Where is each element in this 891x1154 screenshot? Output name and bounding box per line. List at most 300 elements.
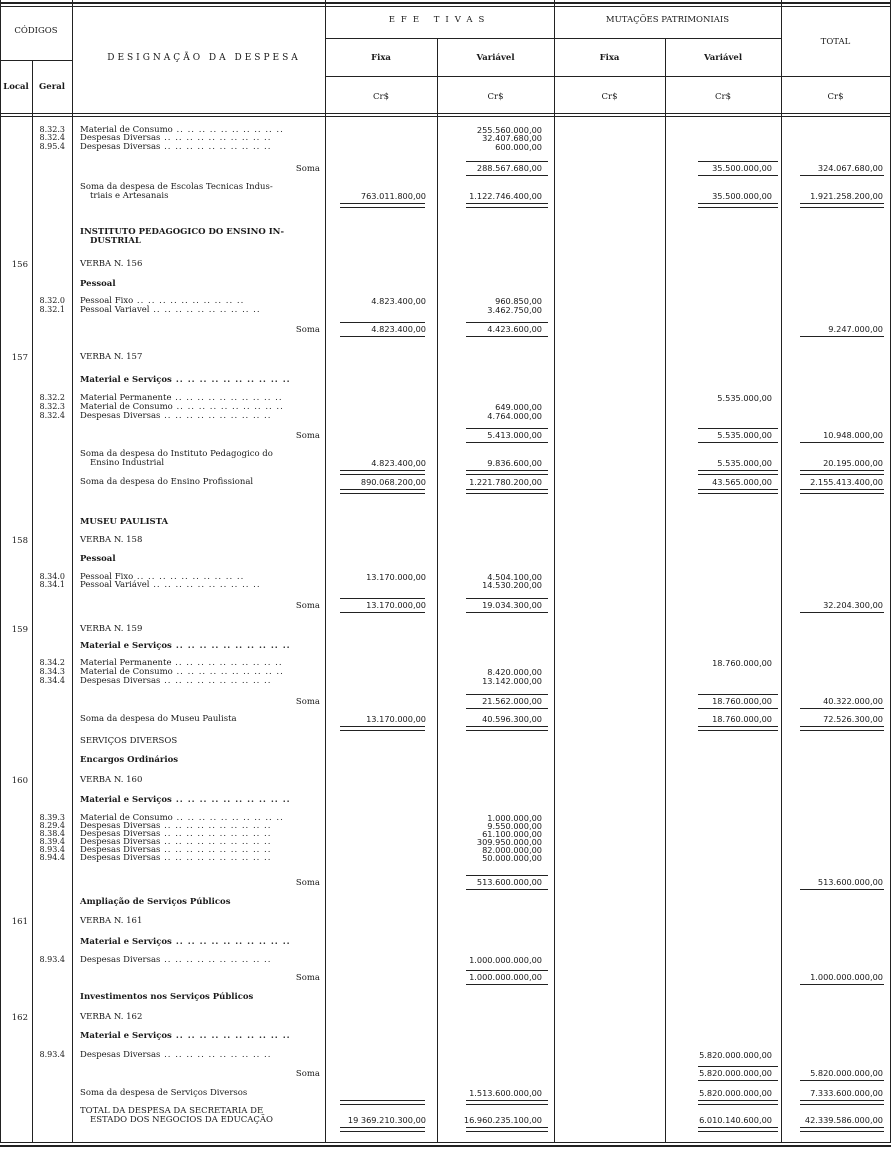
geral-code: 8.34.0 <box>39 572 65 581</box>
header-rule <box>0 113 891 114</box>
amount-var-e: 16.960.235.100,00 <box>463 1115 542 1125</box>
amount-var-m: 18.760.000,00 <box>712 714 772 724</box>
sum-rule <box>800 175 884 176</box>
sum-rule <box>340 470 425 475</box>
total-header: TOTAL <box>820 37 851 47</box>
amount-fixa-e: 4.823.400,00 <box>371 296 426 306</box>
item-label: Despesas Diversas <box>80 142 161 152</box>
item-description <box>80 478 253 487</box>
amount-var-m: 5.820.000.000,00 <box>699 1088 772 1098</box>
sum-rule <box>466 970 548 971</box>
item-label: Despesas Diversas <box>80 411 161 421</box>
item-label: Material e Serviços <box>80 937 172 947</box>
mutacoes-header: MUTAÇÕES PATRIMONIAIS <box>605 15 730 25</box>
sum-rule <box>800 470 884 475</box>
header-rule <box>325 38 781 39</box>
amount-var-e: 1.000.000.000,00 <box>469 955 542 965</box>
amount-var-e: 649.000,00 <box>495 402 542 412</box>
dot-leader: .. .. .. .. .. .. .. .. .. .. <box>160 1050 272 1060</box>
amount-total: 10.948.000,00 <box>823 430 883 440</box>
sum-rule <box>698 694 778 695</box>
item-description <box>80 260 142 269</box>
item-description <box>80 854 271 863</box>
local-code: 157 <box>11 353 28 363</box>
item-description <box>80 956 271 965</box>
dot-leader: .. .. .. .. .. .. .. .. .. .. <box>160 411 272 421</box>
geral-code: 8.32.0 <box>39 296 65 305</box>
item-description <box>80 938 291 947</box>
sum-rule <box>340 336 425 337</box>
amount-var-m: 5.820.000.000,00 <box>699 1068 772 1078</box>
item-label: Material Permanente <box>80 393 172 403</box>
geral-code: 8.34.2 <box>39 658 65 667</box>
amount-total: 324.067.680,00 <box>817 163 883 173</box>
item-description <box>80 450 273 467</box>
soma-label: Soma <box>295 878 320 888</box>
amount-var-e: 3.462.750,00 <box>487 305 542 315</box>
sum-rule <box>800 1080 884 1081</box>
item-label: VERBA N. 160 <box>80 775 143 785</box>
amount-var-m: 35.500.000,00 <box>712 191 772 201</box>
sum-rule <box>340 203 425 208</box>
item-label: Material de Consumo <box>80 813 173 823</box>
item-label: Despesas Diversas <box>80 955 161 965</box>
fixa-header: Fixa <box>371 53 391 63</box>
item-label: VERBA N. 161 <box>80 916 143 926</box>
sum-rule <box>466 875 548 876</box>
item-description <box>80 353 142 362</box>
sum-rule <box>340 612 425 613</box>
amount-var-e: 32.407.680,00 <box>482 133 542 143</box>
dot-leader: .. .. .. .. .. .. .. .. .. .. <box>160 829 272 839</box>
item-label: VERBA N. 159 <box>80 624 143 634</box>
soma-label: Soma <box>295 164 320 174</box>
currency-header: Cr$ <box>487 92 504 102</box>
item-label: Material e Serviços <box>80 641 172 651</box>
amount-total: 1.000.000.000,00 <box>810 972 883 982</box>
dot-leader: .. .. .. .. .. .. .. .. .. .. <box>172 813 284 823</box>
sum-rule <box>466 203 548 208</box>
dot-leader: .. .. .. .. .. .. .. .. .. .. <box>172 667 284 677</box>
item-label: Soma da despesa de Serviços Diversos <box>80 1088 248 1098</box>
sum-rule <box>340 489 425 494</box>
geral-code: 8.32.3 <box>39 125 65 134</box>
amount-var-m: 5.535.000,00 <box>717 393 772 403</box>
geral-code: 8.34.1 <box>39 580 65 589</box>
sum-rule <box>800 1127 884 1132</box>
col-rule <box>72 0 73 1142</box>
dot-leader: .. .. .. .. .. .. .. .. .. .. <box>160 133 272 143</box>
dot-leader: .. .. .. .. .. .. .. .. .. .. <box>160 142 272 152</box>
amount-total: 7.333.600.000,00 <box>810 1088 883 1098</box>
dot-leader: .. .. .. .. .. .. .. .. .. .. <box>133 572 245 582</box>
amount-var-e: 5.413.000,00 <box>487 430 542 440</box>
col-rule <box>554 0 555 1142</box>
item-label: Despesas Diversas <box>80 821 161 831</box>
item-description <box>80 1107 273 1124</box>
local-code: 160 <box>11 776 28 786</box>
currency-header: Cr$ <box>601 92 618 102</box>
geral-code: 8.93.4 <box>39 845 65 854</box>
item-label: VERBA N. 162 <box>80 1012 143 1022</box>
dot-leader: .. .. .. .. .. .. .. .. .. .. <box>160 853 272 863</box>
top-rule-thin <box>0 6 891 7</box>
item-label: Pessoal Variável <box>80 580 150 590</box>
item-description <box>80 796 291 805</box>
amount-var-e: 513.600.000,00 <box>476 877 542 887</box>
sum-rule <box>698 1066 778 1067</box>
local-code: 156 <box>11 260 28 270</box>
item-label: Pessoal Variavel <box>80 305 150 315</box>
item-label: Despesas Diversas <box>80 845 161 855</box>
item-description <box>80 898 231 907</box>
codigos-header: CÓDIGOS <box>14 26 58 36</box>
sum-rule <box>466 161 548 162</box>
amount-var-e: 288.567.680,00 <box>476 163 542 173</box>
amount-var-e: 9.836.600,00 <box>487 458 542 468</box>
dot-leader: .. .. .. .. .. .. .. .. .. .. <box>172 402 284 412</box>
amount-fixa-e: 13.170.000,00 <box>366 600 426 610</box>
sum-rule <box>698 708 778 709</box>
amount-var-e: 4.423.600,00 <box>487 324 542 334</box>
item-label: Despesas Diversas <box>80 133 161 143</box>
dot-leader: .. .. .. .. .. .. .. .. .. .. <box>149 580 261 590</box>
geral-header: Geral <box>39 82 65 92</box>
sum-rule <box>466 1100 548 1105</box>
amount-fixa-e: 19 369.210.300,00 <box>347 1115 426 1125</box>
sum-rule <box>466 428 548 429</box>
col-rule <box>32 60 33 1142</box>
item-description <box>80 306 261 315</box>
item-description <box>80 143 271 152</box>
sum-rule <box>800 442 884 443</box>
item-description <box>80 183 273 200</box>
sum-rule <box>800 889 884 890</box>
amount-var-e: 600.000,00 <box>495 142 542 152</box>
col-rule <box>781 0 782 1142</box>
amount-var-e: 1.000.000,00 <box>487 813 542 823</box>
soma-label: Soma <box>295 431 320 441</box>
dot-leader: .. .. .. .. .. .. .. .. .. .. <box>171 937 291 947</box>
sum-rule <box>698 1127 778 1132</box>
item-description <box>80 412 271 421</box>
dot-leader: .. .. .. .. .. .. .. .. .. .. <box>160 837 272 847</box>
item-description <box>80 625 142 634</box>
sum-rule <box>466 175 548 176</box>
item-label: Pessoal Fixo <box>80 572 134 582</box>
amount-var-e: 255.560.000,00 <box>476 125 542 135</box>
geral-code: 8.34.4 <box>39 676 65 685</box>
amount-total: 42.339.586.000,00 <box>804 1115 883 1125</box>
sum-rule <box>466 726 548 731</box>
amount-var-e: 9.550.000,00 <box>487 821 542 831</box>
amount-var-e: 1.513.600.000,00 <box>469 1088 542 1098</box>
geral-code: 8.32.1 <box>39 305 65 314</box>
geral-code: 8.38.4 <box>39 829 65 838</box>
local-code: 158 <box>11 536 28 546</box>
amount-var-m: 43.565.000,00 <box>712 477 772 487</box>
col-rule <box>325 0 326 1142</box>
local-code: 161 <box>11 917 28 927</box>
item-label: Material Permanente <box>80 658 172 668</box>
item-label: Soma da despesa de Escolas Tecnicas Indus- <box>80 182 273 192</box>
variavel-header: Variável <box>703 53 743 63</box>
amount-var-e: 13.142.000,00 <box>482 676 542 686</box>
item-label: Soma da despesa do Museu Paulista <box>80 714 237 724</box>
header-rule <box>0 60 72 61</box>
item-label: VERBA N. 158 <box>80 535 143 545</box>
item-description <box>80 1013 142 1022</box>
soma-label: Soma <box>295 697 320 707</box>
amount-var-e: 309.950.000,00 <box>476 837 542 847</box>
header-rule <box>325 76 890 77</box>
amount-var-e: 8.420.000,00 <box>487 667 542 677</box>
geral-code: 8.32.4 <box>39 133 65 142</box>
sum-rule <box>340 1127 425 1132</box>
amount-var-e: 40.596.300,00 <box>482 714 542 724</box>
designacao-header: DESIGNAÇÃO DA DESPESA <box>107 53 301 63</box>
item-description <box>80 737 177 746</box>
sum-rule <box>698 726 778 731</box>
item-description <box>80 581 261 590</box>
sum-rule <box>466 1127 548 1132</box>
item-label: MUSEU PAULISTA <box>80 517 169 527</box>
sum-rule <box>698 175 778 176</box>
item-label: Material e Serviços <box>80 375 172 385</box>
item-label: Material de Consumo <box>80 667 173 677</box>
item-label: Material de Consumo <box>80 402 173 412</box>
item-label-continued: Ensino Industrial <box>90 457 165 468</box>
dot-leader: .. .. .. .. .. .. .. .. .. .. <box>149 305 261 315</box>
dot-leader: .. .. .. .. .. .. .. .. .. .. <box>171 393 283 403</box>
local-code: 159 <box>11 625 28 635</box>
amount-var-m: 18.760.000,00 <box>712 696 772 706</box>
item-label-continued: triais e Artesanais <box>90 190 169 201</box>
amount-total: 1.921.258.200,00 <box>810 191 883 201</box>
col-rule <box>0 0 1 1142</box>
item-description <box>80 1089 247 1098</box>
amount-fixa-e: 763.011.800,00 <box>360 191 426 201</box>
item-label: VERBA N. 157 <box>80 352 143 362</box>
amount-var-e: 1.000.000.000,00 <box>469 972 542 982</box>
item-description <box>80 1032 291 1041</box>
dot-leader: .. .. .. .. .. .. .. .. .. .. <box>133 296 245 306</box>
dot-leader: .. .. .. .. .. .. .. .. .. .. <box>160 821 272 831</box>
dot-leader: .. .. .. .. .. .. .. .. .. .. <box>172 125 284 135</box>
item-description <box>80 756 178 765</box>
amount-var-m: 5.535.000,00 <box>717 430 772 440</box>
amount-var-e: 21.562.000,00 <box>482 696 542 706</box>
item-description <box>80 677 271 686</box>
sum-rule <box>698 470 778 475</box>
sum-rule <box>466 694 548 695</box>
item-description <box>80 555 116 564</box>
geral-code: 8.39.3 <box>39 813 65 822</box>
amount-var-e: 14.530.200,00 <box>482 580 542 590</box>
item-label-continued: DUSTRIAL <box>90 235 141 246</box>
sum-rule <box>340 598 425 599</box>
sum-rule <box>698 428 778 429</box>
item-label: SERVIÇOS DIVERSOS <box>80 736 178 746</box>
dot-leader: .. .. .. .. .. .. .. .. .. .. <box>171 641 291 651</box>
dot-leader: .. .. .. .. .. .. .. .. .. .. <box>171 375 291 385</box>
item-description <box>80 228 284 245</box>
sum-rule <box>340 726 425 731</box>
top-rule <box>0 2 891 4</box>
item-label: TOTAL DA DESPESA DA SECRETARIA DE <box>80 1106 264 1116</box>
geral-code: 8.39.4 <box>39 837 65 846</box>
sum-rule <box>466 598 548 599</box>
sum-rule <box>466 489 548 494</box>
sum-rule <box>466 708 548 709</box>
geral-code: 8.93.4 <box>39 1050 65 1059</box>
amount-total: 32.204.300,00 <box>823 600 883 610</box>
sum-rule <box>340 1100 425 1105</box>
amount-var-e: 82.000.000,00 <box>482 845 542 855</box>
soma-label: Soma <box>295 973 320 983</box>
sum-rule <box>466 984 548 985</box>
amount-var-e: 19.034.300,00 <box>482 600 542 610</box>
geral-code: 8.32.3 <box>39 402 65 411</box>
sum-rule <box>466 336 548 337</box>
sum-rule <box>466 442 548 443</box>
sum-rule <box>800 726 884 731</box>
amount-var-m: 6.010.140.600,00 <box>699 1115 772 1125</box>
amount-var-m: 5.820.000.000,00 <box>699 1050 772 1060</box>
item-label: Despesas Diversas <box>80 829 161 839</box>
geral-code: 8.32.4 <box>39 411 65 420</box>
item-label: Pessoal Fixo <box>80 296 134 306</box>
soma-label: Soma <box>295 1069 320 1079</box>
item-label: Soma da despesa do Ensino Profissional <box>80 477 254 487</box>
item-description <box>80 993 253 1002</box>
amount-fixa-e: 4.823.400,00 <box>371 324 426 334</box>
item-label: Pessoal <box>80 279 116 289</box>
dot-leader: .. .. .. .. .. .. .. .. .. .. <box>160 955 272 965</box>
bottom-rule <box>0 1142 891 1143</box>
col-rule <box>665 38 666 1142</box>
soma-label: Soma <box>295 325 320 335</box>
sum-rule <box>698 1080 778 1081</box>
header-rule <box>0 116 891 117</box>
sum-rule <box>698 203 778 208</box>
sum-rule <box>466 470 548 475</box>
item-label: VERBA N. 156 <box>80 259 143 269</box>
col-rule <box>437 38 438 1142</box>
amount-var-e: 4.764.000,00 <box>487 411 542 421</box>
item-description <box>80 776 142 785</box>
amount-fixa-e: 13.170.000,00 <box>366 572 426 582</box>
amount-var-e: 1.221.780.200,00 <box>469 477 542 487</box>
item-label-continued: ESTADO DOS NEGOCIOS DA EDUCAÇÃO <box>90 1114 274 1125</box>
local-header: Local <box>3 82 29 92</box>
item-description <box>80 917 142 926</box>
item-description <box>80 518 168 527</box>
currency-header: Cr$ <box>715 92 731 102</box>
amount-fixa-e: 13.170.000,00 <box>366 714 426 724</box>
sum-rule <box>800 708 884 709</box>
sum-rule <box>466 889 548 890</box>
item-description <box>80 376 291 385</box>
geral-code: 8.29.4 <box>39 821 65 830</box>
sum-rule <box>800 612 884 613</box>
item-description <box>80 642 291 651</box>
item-label: Ampliação de Serviços Públicos <box>80 897 231 907</box>
dot-leader: .. .. .. .. .. .. .. .. .. .. <box>171 1031 291 1041</box>
item-label: Investimentos nos Serviços Públicos <box>80 992 254 1002</box>
fixa-header: Fixa <box>599 53 620 63</box>
sum-rule <box>698 161 778 162</box>
sum-rule <box>800 336 884 337</box>
item-label: Despesas Diversas <box>80 853 161 863</box>
sum-rule <box>698 1100 778 1105</box>
item-label: INSTITUTO PEDAGOGICO DO ENSINO IN- <box>80 227 284 237</box>
local-code: 162 <box>11 1013 28 1023</box>
amount-fixa-e: 890.068.200,00 <box>360 477 426 487</box>
item-label: Material e Serviços <box>80 795 172 805</box>
geral-code: 8.95.4 <box>39 142 65 151</box>
variavel-header: Variável <box>476 53 515 63</box>
sum-rule <box>698 442 778 443</box>
sum-rule <box>800 984 884 985</box>
amount-var-m: 5.535.000,00 <box>717 458 772 468</box>
amount-total: 72.526.300,00 <box>823 714 883 724</box>
efetivas-header: EFE TIVAS <box>388 15 491 25</box>
geral-code: 8.32.2 <box>39 393 65 402</box>
sum-rule <box>800 489 884 494</box>
item-description <box>80 1051 271 1060</box>
amount-var-e: 4.504.100,00 <box>487 572 542 582</box>
sum-rule <box>800 203 884 208</box>
sum-rule <box>800 1100 884 1105</box>
item-label: Soma da despesa do Instituto Pedagogico do <box>80 449 273 459</box>
amount-total: 40.322.000,00 <box>823 696 883 706</box>
geral-code: 8.34.3 <box>39 667 65 676</box>
geral-code: 8.93.4 <box>39 955 65 964</box>
sum-rule <box>466 612 548 613</box>
item-description <box>80 280 116 289</box>
item-label: Despesas Diversas <box>80 837 161 847</box>
item-description <box>80 715 237 724</box>
dot-leader: .. .. .. .. .. .. .. .. .. .. <box>171 658 283 668</box>
sum-rule <box>340 322 425 323</box>
bottom-rule <box>0 1145 891 1147</box>
amount-var-e: 1.122.746.400,00 <box>469 191 542 201</box>
item-label: Pessoal <box>80 554 116 564</box>
item-label: Despesas Diversas <box>80 676 161 686</box>
amount-var-m: 35.500.000,00 <box>712 163 772 173</box>
geral-code: 8.94.4 <box>39 853 65 862</box>
item-label: Encargos Ordinários <box>80 755 179 765</box>
item-label: Material de Consumo <box>80 125 173 135</box>
dot-leader: .. .. .. .. .. .. .. .. .. .. <box>160 845 272 855</box>
dot-leader: .. .. .. .. .. .. .. .. .. .. <box>171 795 291 805</box>
soma-label: Soma <box>295 601 320 611</box>
amount-total: 5.820.000.000,00 <box>810 1068 883 1078</box>
amount-total: 9.247.000,00 <box>828 324 883 334</box>
sum-rule <box>466 322 548 323</box>
currency-header: Cr$ <box>373 92 389 102</box>
amount-total: 2.155.413.400,00 <box>810 477 883 487</box>
amount-total: 20.195.000,00 <box>823 458 883 468</box>
item-description <box>80 536 142 545</box>
amount-total: 513.600.000,00 <box>817 877 883 887</box>
amount-fixa-e: 4.823.400,00 <box>371 458 426 468</box>
amount-var-e: 960.850,00 <box>495 296 542 306</box>
amount-var-e: 50.000.000,00 <box>482 853 542 863</box>
item-label: Material e Serviços <box>80 1031 172 1041</box>
item-label: Despesas Diversas <box>80 1050 161 1060</box>
